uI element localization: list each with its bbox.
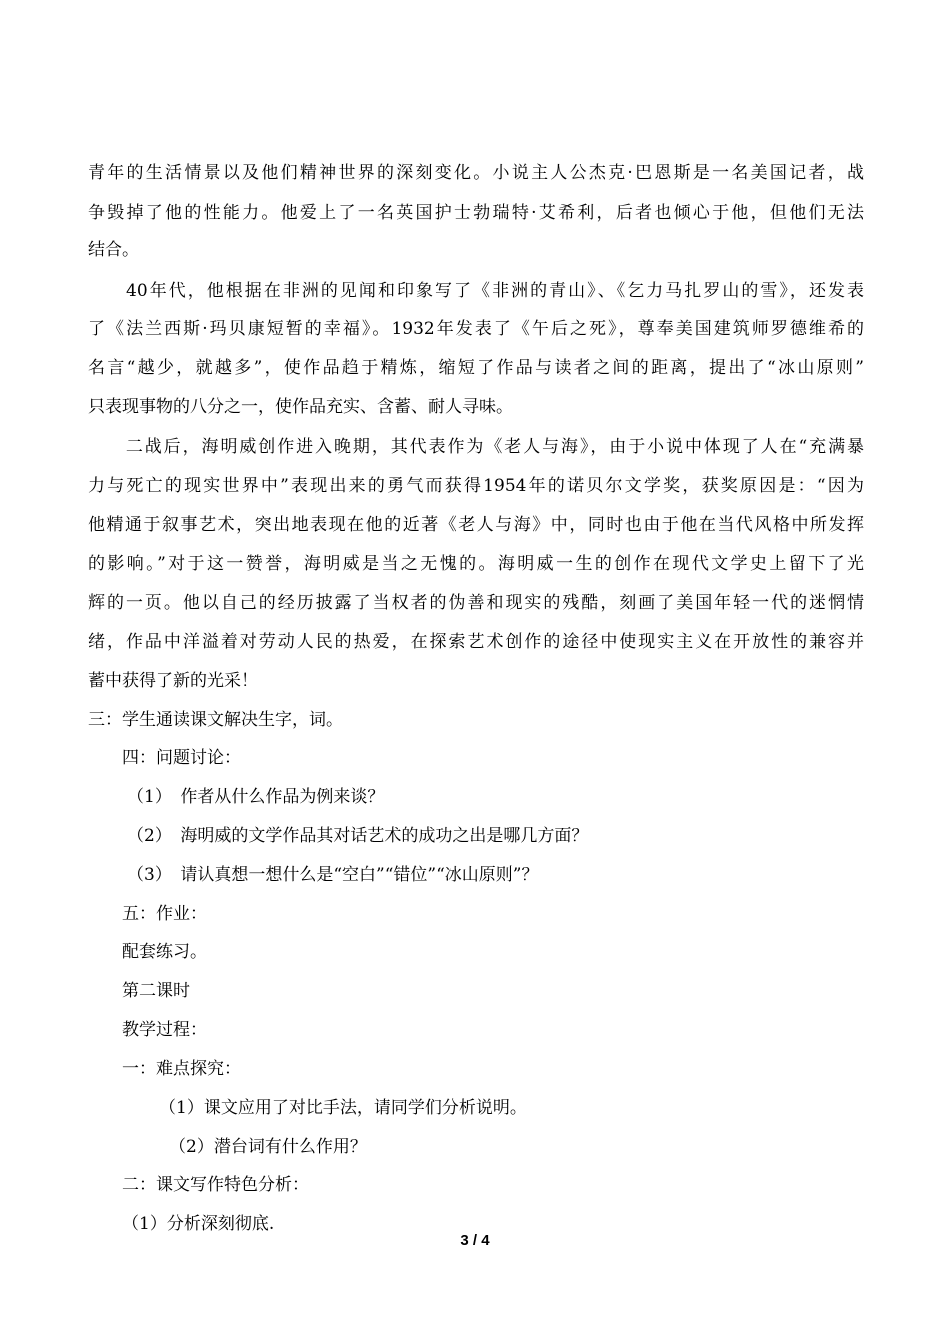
- text-line: 二战后，海明威创作进入晚期，其代表作为《老人与海》，由于小说中体现了人在“充满暴: [88, 437, 864, 457]
- sub-item: （2）潜台词有什么作用？: [169, 1137, 367, 1157]
- section-heading-3: 三：学生通读课文解决生字，词。: [88, 710, 343, 730]
- section-heading-5: 五：作业：: [122, 904, 207, 924]
- lesson-heading: 第二课时: [122, 981, 190, 1001]
- text-line: 了《法兰西斯·玛贝康短暂的幸福》。1932年发表了《午后之死》，尊奉美国建筑师罗德维希的: [88, 319, 864, 339]
- text-line: 名言“越少，就越多”，使作品趋于精炼，缩短了作品与读者之间的距离，提出了“冰山原则”: [88, 358, 864, 378]
- text-line: 他精通于叙事艺术，突出地表现在他的近著《老人与海》中，同时也由于他在当代风格中所发挥: [88, 515, 864, 535]
- text-line: 蓄中获得了新的光采！: [88, 671, 258, 691]
- text-line: 40年代，他根据在非洲的见闻和印象写了《非洲的青山》、《乞力马扎罗山的雪》，还发表: [88, 281, 864, 301]
- question-item: （3） 请认真想一想什么是“空白”“错位”“冰山原则”？: [127, 865, 539, 885]
- text-line: 青年的生活情景以及他们精神世界的深刻变化。小说主人公杰克·巴恩斯是一名美国记者，战: [88, 163, 864, 183]
- question-item: （1） 作者从什么作品为例来谈？: [127, 787, 385, 807]
- sub-item: （1）课文应用了对比手法，请同学们分析说明。: [159, 1098, 527, 1118]
- text-line: 辉的一页。他以自己的经历披露了当权者的伪善和现实的残酷，刻画了美国年轻一代的迷惘情: [88, 593, 864, 613]
- question-item: （2） 海明威的文学作品其对话艺术的成功之出是哪几方面？: [127, 826, 589, 846]
- homework-text: 配套练习。: [122, 942, 207, 962]
- section-heading-1: 一：难点探究：: [122, 1059, 241, 1079]
- section-heading-4: 四：问题讨论：: [122, 748, 241, 768]
- page-number: 3 / 4: [460, 1232, 490, 1249]
- text-line: 力与死亡的现实世界中”表现出来的勇气而获得1954年的诺贝尔文学奖，获奖原因是：“因为: [88, 476, 864, 496]
- sub-item: （1）分析深刻彻底.: [122, 1214, 275, 1234]
- text-line: 的影响。”对于这一赞誉，海明威是当之无愧的。海明威一生的创作在现代文学史上留下了光: [88, 554, 864, 574]
- text-line: 争毁掉了他的性能力。他爱上了一名英国护士勃瑞特·艾希利，后者也倾心于他，但他们无法: [88, 203, 864, 223]
- text-line: 绪，作品中洋溢着对劳动人民的热爱，在探索艺术创作的途径中使现实主义在开放性的兼容并: [88, 632, 864, 652]
- text-line: 结合。: [88, 240, 139, 260]
- teaching-process-heading: 教学过程：: [122, 1020, 207, 1040]
- text-line: 只表现事物的八分之一，使作品充实、含蓄、耐人寻味。: [88, 397, 513, 417]
- section-heading-2: 二：课文写作特色分析：: [122, 1175, 309, 1195]
